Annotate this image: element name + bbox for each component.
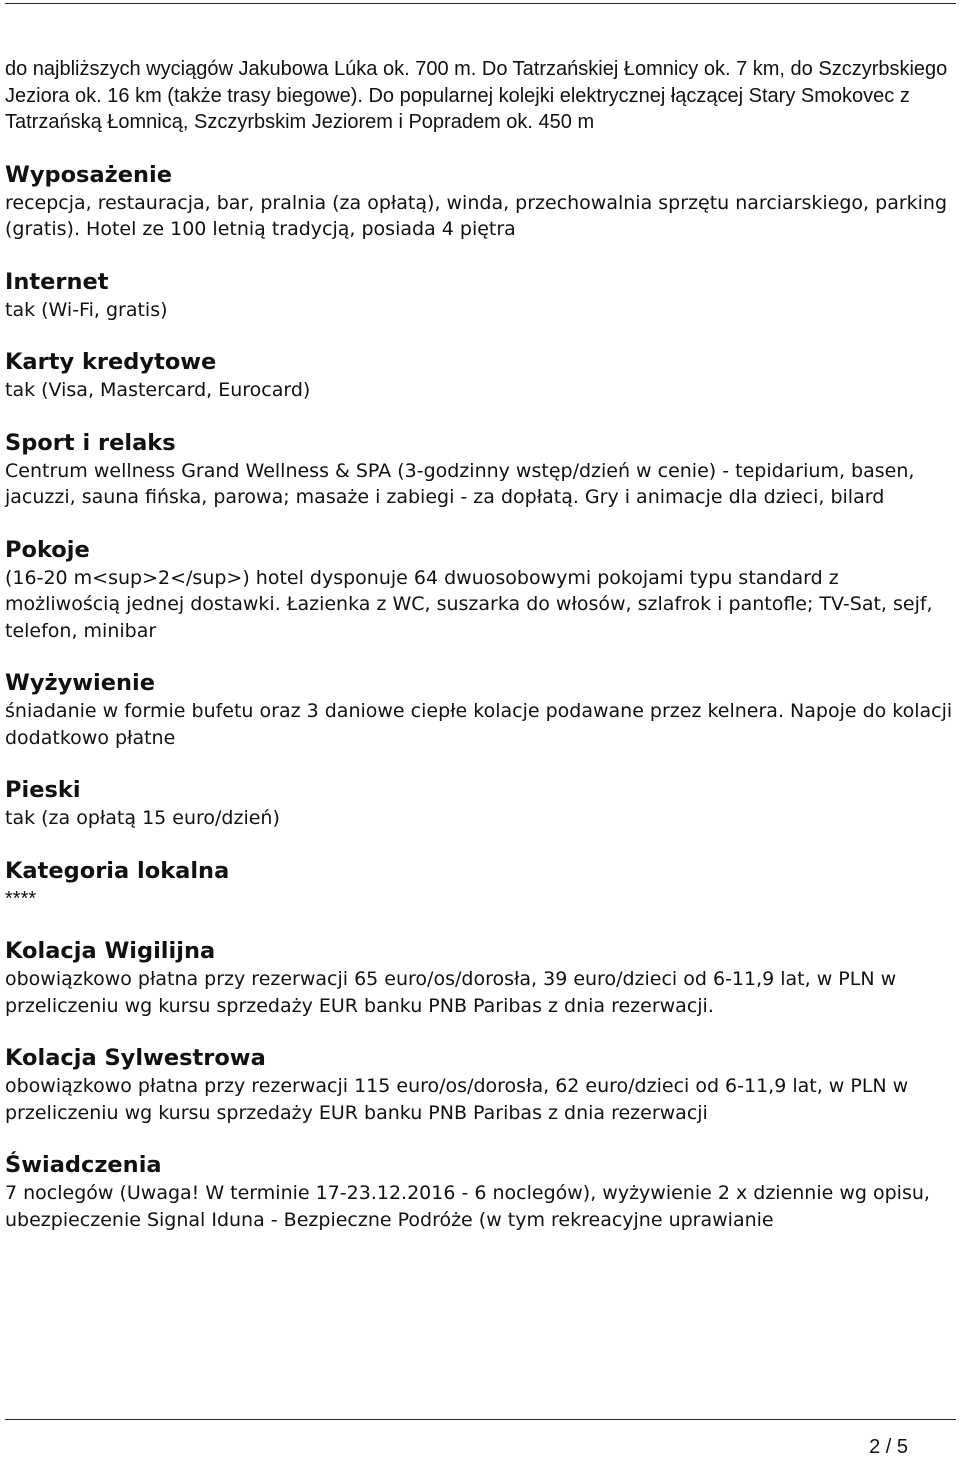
top-divider (5, 3, 956, 4)
section-pokoje (5, 536, 957, 645)
footer-divider (5, 1419, 956, 1420)
category-stars: **** (5, 887, 37, 910)
section-body-pokoje: (16-20 m<sup>2</sup>) hotel dysponuje 64 dwuosobowymi pokojami typu standard z możliwością jednej dostawki. Łazienka z WC, suszarka do włosów, szlafrok i pantofle; TV-Sat, sejf, telefon, minibar (5, 566, 933, 642)
section-title-wyzywienie: Wyżywienie (5, 670, 155, 696)
section-body-sylwester: obowiązkowo płatna przy rezerwacji 115 euro/os/dorosła, 62 euro/dzieci od 6-11,9 lat, w PLN w przeliczeniu wg kursu sprzedaży EUR banku PNB Paribas z dnia rezerwacji (5, 1075, 909, 1124)
section-title-internet: Internet (5, 268, 109, 295)
section-sylwester (5, 1044, 957, 1126)
section-body-wigilia: obowiązkowo płatna przy rezerwacji 65 euro/os/dorosła, 39 euro/dzieci od 6-11,9 lat, w PLN w przeliczeniu wg kursu sprzedaży EUR banku PNB Paribas z dnia rezerwacji. (5, 968, 897, 1017)
section-title-sylwester: Kolacja Sylwestrowa (5, 1045, 266, 1071)
section-title-pokoje: Pokoje (5, 536, 90, 563)
section-title-karty: Karty kredytowe (5, 349, 217, 375)
intro-paragraph: do najbliższych wyciągów Jakubowa Lúka ok. 700 m. Do Tatrzańskiej Łomnicy ok. 7 km, do Szczyrbskiego Jeziora ok. 16 km (także trasy biegowe). Do popularnej kolejki elektrycznej łączącej Stary Smokovec z Tatrzańską Łomnicą, Szczyrbskim Jeziorem i Popradem ok. 450 m (5, 58, 948, 133)
section-body-wyzywienie: śniadanie w formie bufetu oraz 3 daniowe ciepłe kolacje podawane przez kelnera. Napoje do kolacji dodatkowo płatne (5, 700, 953, 749)
section-body-swiadczenia: 7 noclegów (Uwaga! W terminie 17-23.12.2016 - 6 noclegów), wyżywienie 2 x dziennie wg opisu, ubezpieczenie Signal Iduna - Bezpieczne Podróże (w tym rekreacyjne uprawianie (5, 1182, 930, 1231)
section-wyposazenie (5, 161, 957, 243)
section-title-wigilia: Kolacja Wigilijna (5, 938, 216, 964)
section-body-pieski: tak (za opłatą 15 euro/dzień) (5, 807, 280, 829)
section-body-karty: tak (Visa, Mastercard, Eurocard) (5, 379, 311, 401)
section-kategoria (5, 857, 957, 913)
section-body-sport: Centrum wellness Grand Wellness & SPA (3-godzinny wstęp/dzień w cenie) - tepidarium, basen, jacuzzi, sauna fińska, parowa; masaże i zabiegi - za dopłatą. Gry i animacje dla dzieci, bilard (5, 459, 915, 508)
section-karty (5, 348, 957, 404)
section-body-wyposazenie: recepcja, restauracja, bar, pralnia (za opłatą), winda, przechowalnia sprzętu narciarskiego, parking (gratis). Hotel ze 100 letnią tradycją, posiada 4 piętra (5, 191, 948, 240)
page-number: 2 / 5 (869, 1436, 908, 1458)
section-wyzywienie (5, 669, 957, 751)
section-title-sport: Sport i relaks (5, 429, 176, 456)
document-content (5, 56, 957, 1233)
section-wigilia (5, 937, 957, 1019)
section-title-kategoria: Kategoria lokalna (5, 857, 230, 884)
section-pieski (5, 776, 957, 832)
section-title-pieski: Pieski (5, 777, 81, 803)
section-title-wyposazenie: Wyposażenie (5, 161, 172, 188)
section-swiadczenia (5, 1151, 957, 1233)
section-body-internet: tak (Wi-Fi, gratis) (5, 298, 168, 321)
section-sport (5, 429, 957, 511)
section-internet (5, 268, 957, 324)
section-title-swiadczenia: Świadczenia (5, 1152, 162, 1178)
